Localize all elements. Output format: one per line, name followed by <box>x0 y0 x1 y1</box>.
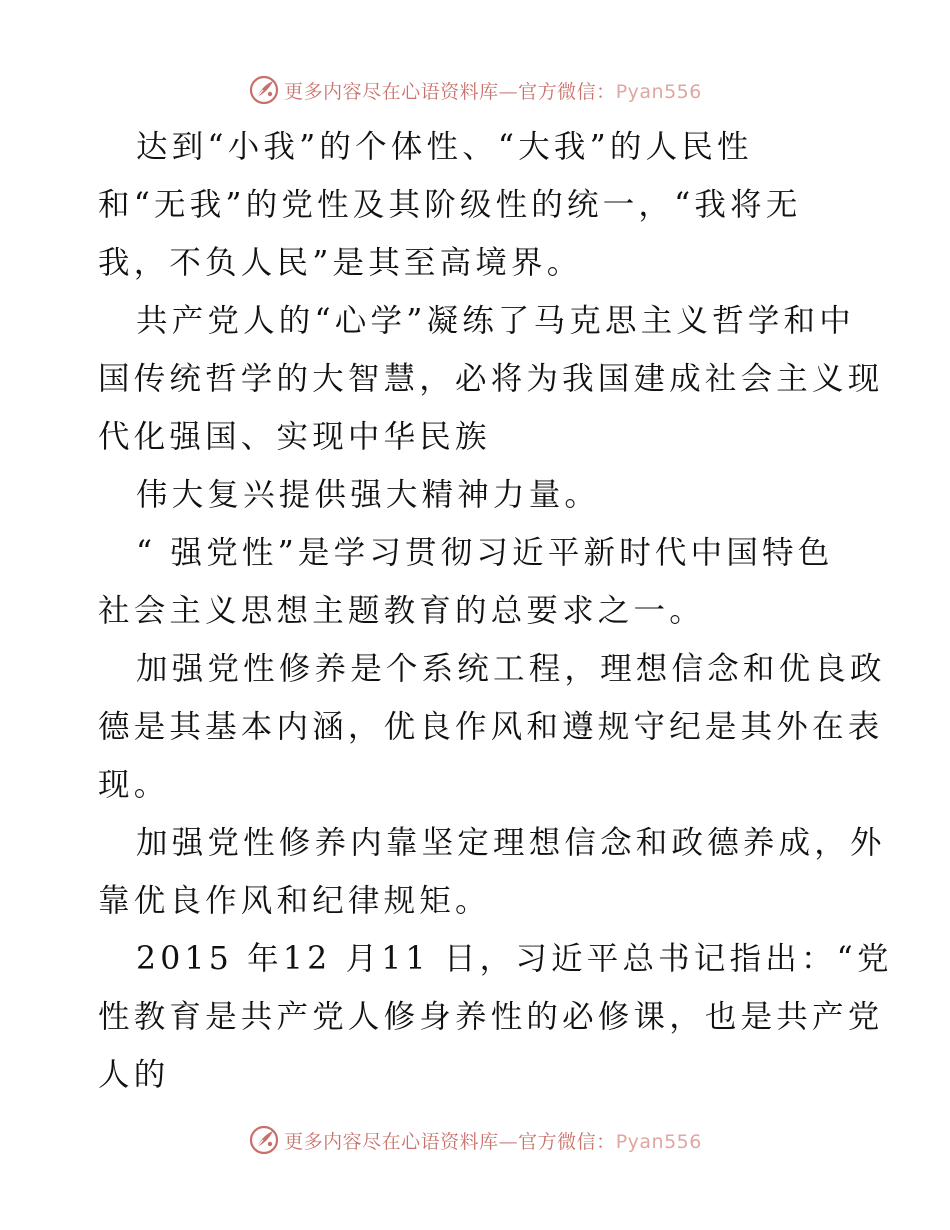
quill-logo-icon <box>248 74 280 106</box>
quill-logo-icon <box>248 1124 280 1156</box>
paragraph-8 <box>98 930 893 1104</box>
paragraph-2 <box>98 176 858 292</box>
paragraph-line: 社会主义思想主题教育的总要求之一。 <box>98 593 705 629</box>
paragraph-line: 加强党性修养是个系统工程，理想信念和优良政 <box>136 651 886 687</box>
paragraph-3 <box>98 292 884 466</box>
watermark-text <box>284 1127 702 1154</box>
paragraph-line: “ 强党性”是学习贯彻习近平新时代中国特色 <box>136 535 834 571</box>
paragraph-line: 人的 <box>98 1057 170 1093</box>
paragraph-5 <box>98 524 858 640</box>
watermark-separator: — <box>498 80 519 103</box>
paragraph-line: 我，不负人民”是其至高境界。 <box>98 245 583 281</box>
watermark-site-text: 更多内容尽在心语资料库 <box>284 80 499 103</box>
paragraph-line: 伟大复兴提供强大精神力量。 <box>136 477 601 513</box>
paragraph-7 <box>98 814 886 930</box>
paragraph-line: 靠优良作风和纪律规矩。 <box>98 883 491 919</box>
paragraph-4 <box>98 466 858 524</box>
watermark-wechat-id: Pyan556 <box>615 1130 702 1153</box>
paragraph-6 <box>98 640 886 814</box>
watermark-wechat-id: Pyan556 <box>615 80 702 103</box>
paragraph-line: 德是其基本内涵，优良作风和遵规守纪是其外在表 <box>98 709 884 745</box>
paragraph-line: 代化强国、实现中华民族 <box>98 419 491 455</box>
watermark-separator: — <box>498 1130 519 1153</box>
watermark-site-text: 更多内容尽在心语资料库 <box>284 1130 499 1153</box>
page-footer-watermark <box>0 1120 950 1160</box>
paragraph-line: 国传统哲学的大智慧，必将为我国建成社会主义现 <box>98 361 884 397</box>
paragraph-line: 性教育是共产党人修身养性的必修课，也是共产党 <box>98 999 884 1035</box>
paragraph-line: 共产党人的“心学”凝练了马克思主义哲学和中 <box>136 303 855 339</box>
paragraph-line: 现。 <box>98 767 170 803</box>
document-body <box>98 118 893 1104</box>
paragraph-1 <box>98 118 858 176</box>
watermark-banner <box>248 1124 702 1156</box>
watermark-banner <box>248 74 702 106</box>
paragraph-line: 和“无我”的党性及其阶级性的统一，“我将无 <box>98 187 802 223</box>
page-header-watermark <box>0 70 950 110</box>
watermark-text <box>284 77 702 104</box>
paragraph-line: 加强党性修养内靠坚定理想信念和政德养成，外 <box>136 825 886 861</box>
watermark-official-label: 官方微信： <box>518 1130 616 1153</box>
paragraph-line: 2015 年12 月11 日，习近平总书记指出：“党 <box>136 941 893 977</box>
paragraph-line: 达到“小我”的个体性、“大我”的人民性 <box>136 129 753 165</box>
watermark-official-label: 官方微信： <box>518 80 616 103</box>
